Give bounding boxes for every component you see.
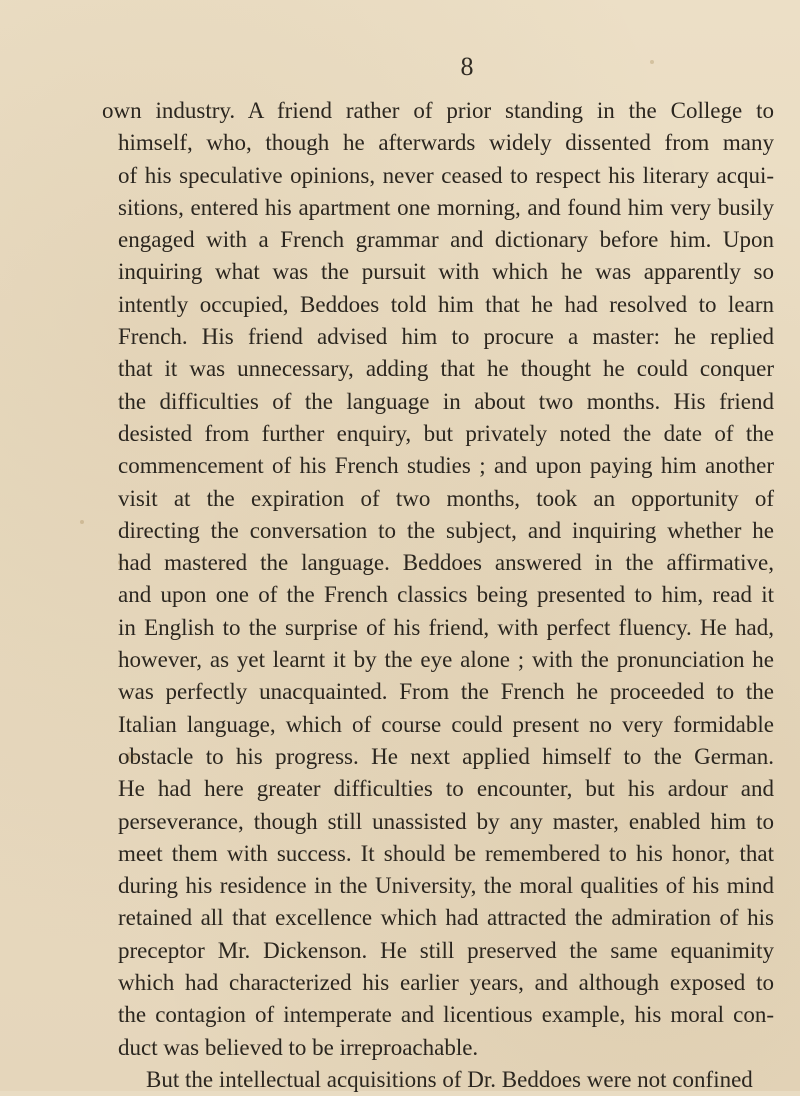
- text-line: Italian language, which of course could present no very formidable: [118, 711, 774, 737]
- text-line: of his speculative opinions, never ceased to respect his literary acqui-: [118, 162, 774, 188]
- text-line: But the intellectual acquisitions of Dr. Beddoes were not confined: [146, 1066, 753, 1092]
- text-line: retained all that excellence which had attracted the admiration of his: [118, 905, 774, 931]
- paper-stain: [650, 60, 654, 64]
- text-line: that it was unnecessary, adding that he thought he could conquer: [118, 356, 774, 382]
- text-line: which had characterized his earlier years, and although exposed to: [118, 970, 774, 996]
- text-line: during his residence in the University, the moral qualities of his mind: [118, 873, 774, 899]
- text-line: perseverance, though still unassisted by any master, enabled him to: [118, 808, 774, 834]
- text-line: had mastered the language. Beddoes answered in the affirmative,: [118, 550, 774, 576]
- text-line: in English to the surprise of his friend, with perfect fluency. He had,: [118, 614, 774, 640]
- text-line: sitions, entered his apartment one morning, and found him very busily: [118, 194, 774, 220]
- text-line: directing the conversation to the subject, and inquiring whether he: [118, 517, 774, 543]
- text-line: own industry. A friend rather of prior standing in the College to: [102, 98, 774, 123]
- text-line: obstacle to his progress. He next applied himself to the German.: [118, 743, 774, 769]
- text-line: was perfectly unacquainted. From the French he proceeded to the: [118, 679, 774, 705]
- text-line: French. His friend advised him to procure a master: he replied: [118, 324, 774, 350]
- page-number: 8: [460, 52, 474, 81]
- text-line: the contagion of intemperate and licentious example, his moral con-: [118, 1002, 774, 1028]
- text-line: the difficulties of the language in about two months. His friend: [118, 388, 774, 414]
- text-line: He had here greater difficulties to encounter, but his ardour and: [118, 776, 774, 802]
- paper-stain: [80, 520, 84, 524]
- text-line: himself, who, though he afterwards widely dissented from many: [118, 130, 774, 156]
- text-line: preceptor Mr. Dickenson. He still preserved the same equanimity: [118, 937, 774, 963]
- text-line: duct was believed to be irreproachable.: [118, 1034, 479, 1060]
- text-line: desisted from further enquiry, but privately noted the date of the: [118, 420, 774, 446]
- body-text: [102, 95, 774, 1096]
- text-line: meet them with success. It should be remembered to his honor, that: [118, 840, 774, 866]
- text-line: visit at the expiration of two months, took an opportunity of: [118, 485, 774, 511]
- text-line: intently occupied, Beddoes told him that he had resolved to learn: [118, 291, 774, 317]
- text-line: and upon one of the French classics being presented to him, read it: [118, 582, 774, 608]
- text-line: inquiring what was the pursuit with which he was apparently so: [118, 259, 774, 285]
- text-line: commencement of his French studies ; and upon paying him another: [118, 453, 774, 479]
- text-line: engaged with a French grammar and dictionary before him. Upon: [118, 227, 774, 253]
- text-line: however, as yet learnt it by the eye alone ; with the pronunciation he: [118, 647, 774, 673]
